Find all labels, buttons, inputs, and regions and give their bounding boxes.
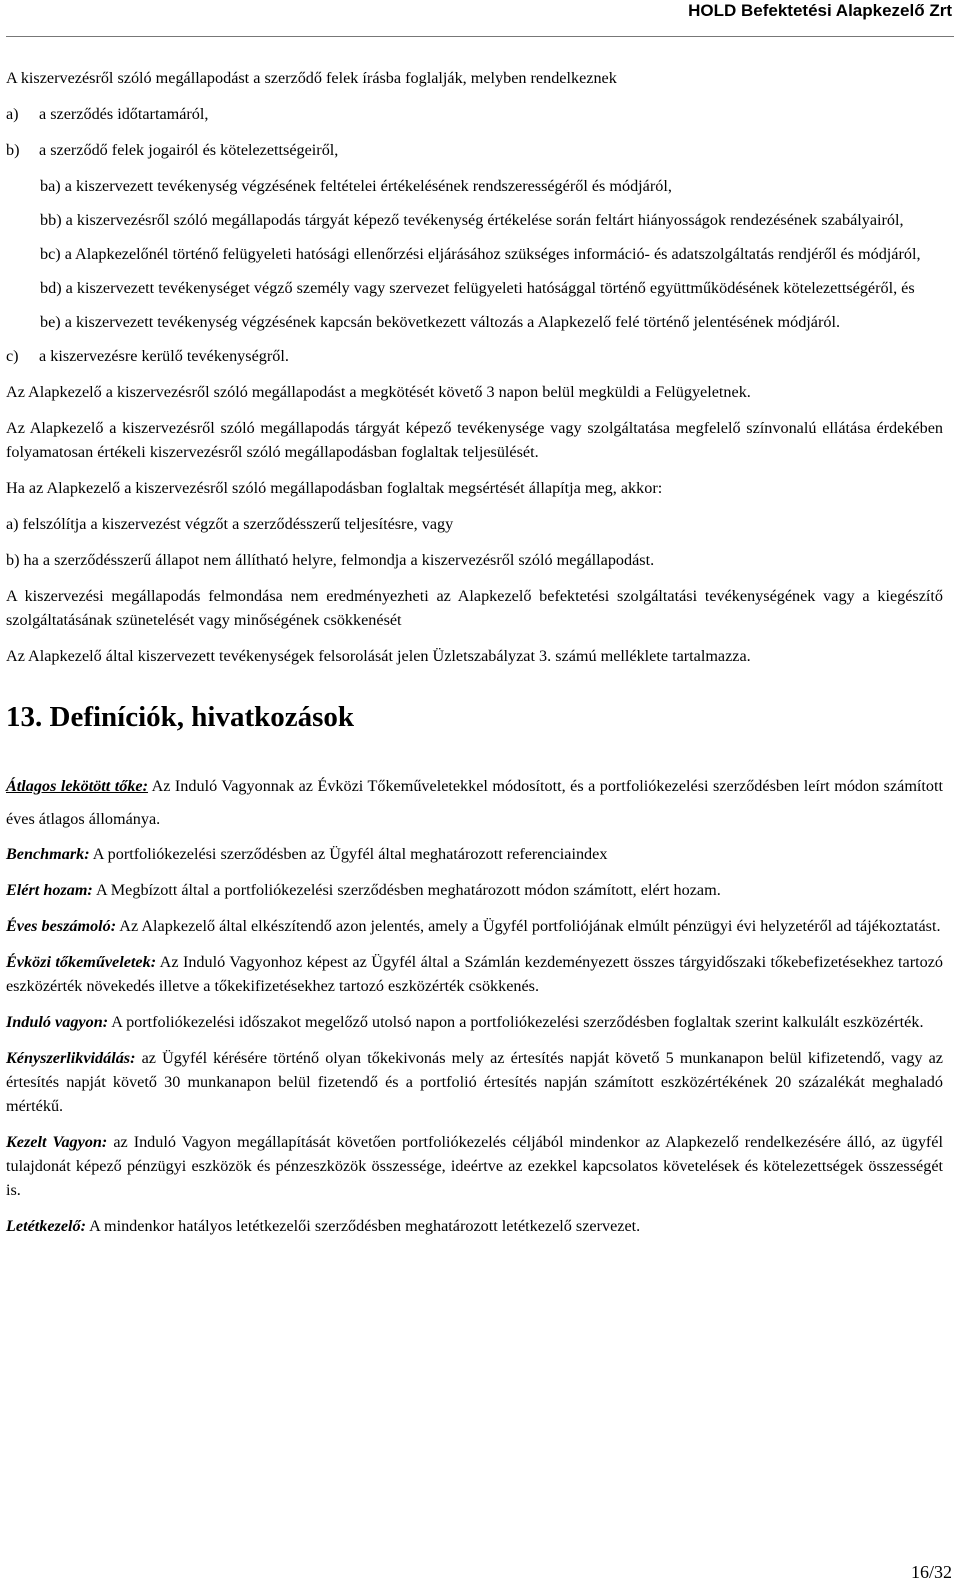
definition-atlagos-lekotott-toke [6,770,943,836]
definition-indulo-vagyon [6,1010,943,1034]
document-body [6,66,943,1250]
subitem-ba: ba) a kiszervezett tevékenység végzésének feltételei értékelésének rendszerességéről és módjáról, [40,177,672,195]
list-marker: b) [6,141,20,159]
subitem-bd: bd) a kiszervezett tevékenységet végző személy vagy szervezet felügyeleti hatósággal történő együttműködésének kötelezettségéről, és [40,279,915,297]
definition-term: Évközi tőkeműveletek: [6,953,157,971]
subitem-bb: bb) a kiszervezésről szóló megállapodás tárgyát képező tevékenység értékelése során feltárt hiányosságok rendezésének szabályairól, [40,211,904,229]
list-text: a szerződés időtartamáról, [39,105,209,123]
page-number: 16/32 [910,1562,952,1582]
list-marker: c) [6,347,19,365]
list-text: a szerződő felek jogairól és kötelezettségeiről, [39,141,339,159]
definition-text: A portfoliókezelési szerződésben az Ügyfél által meghatározott referenciaindex [89,845,608,863]
definition-kezelt-vagyon [6,1130,943,1202]
definition-letetkezelo [6,1214,943,1238]
definition-kenyszerlikvidalas [6,1046,943,1118]
paragraph: Az Alapkezelő által kiszervezett tevékenységek felsorolását jelen Üzletszabályzat 3. számú melléklete tartalmazza. [6,647,751,665]
definition-text: az Induló Vagyon megállapítását követően portfoliókezelés céljából mindenkor az Alapkezelő rendelkezésére álló, az ügyfél tulajdonát képező pénzügyi eszközök és pénzeszközök összessége, ideértve az ezekkel kapcsolatos követelések és kötelezettségek összességét is. [6,1133,943,1199]
paragraph: a) felszólítja a kiszervezést végzőt a szerződésszerű teljesítésre, vagy [6,515,454,533]
subitem-bc: bc) a Alapkezelőnél történő felügyeleti hatósági ellenőrzési eljárásához szükséges információ- és adatszolgáltatás rendjéről és módjáról, [40,245,921,263]
definition-elert-hozam [6,878,943,902]
definition-benchmark [6,842,943,866]
list-text: a kiszervezésre kerülő tevékenységről. [39,347,289,365]
definition-term: Induló vagyon: [6,1013,109,1031]
definition-text: A Megbízott által a portfoliókezelési szerződésben meghatározott módon számított, elért hozam. [92,881,721,899]
header-divider [6,36,954,37]
definition-text: Az Alapkezelő által elkészítendő azon jelentés, amely a Ügyfél portfoliójának elmúlt pénzügyi évi helyzetéről ad tájékoztatást. [116,917,941,935]
paragraph: Az Alapkezelő a kiszervezésről szóló megállapodás tárgyát képező tevékenysége vagy szolgáltatása megfelelő színvonalú ellátása érdekében folyamatosan értékeli kiszervezésről szóló megállapodásban foglaltak teljesülését. [6,419,943,461]
subitem-be: be) a kiszervezett tevékenység végzésének kapcsán bekövetkezett változás a Alapkezelő felé történő jelentésének módjáról. [40,313,841,331]
list-item-c [6,344,943,368]
definition-term: Kényszerlikvidálás: [6,1049,136,1067]
definition-term: Éves beszámoló: [6,917,117,935]
definition-term: Benchmark: [6,845,90,863]
definition-text: az Ügyfél kérésére történő olyan tőkekivonás mely az értesítés napját követő 5 munkanapon belül kifizetendő, vagy az értesítés napját követő 30 munkanapon belül fizetendő és a portfolió értesítés napján számított eszközértékének 20 százalékát meghaladó mértékű. [6,1049,943,1115]
definition-evkozi-tokemuveletek [6,950,943,998]
paragraph: b) ha a szerződésszerű állapot nem állítható helyre, felmondja a kiszervezésről szóló megállapodást. [6,551,655,569]
list-marker: a) [6,105,19,123]
definition-text: A portfoliókezelési időszakot megelőző utolsó napon a portfoliókezelési szerződésben foglaltak szerint kalkulált eszközérték. [108,1013,924,1031]
definition-term: Elért hozam: [6,881,93,899]
paragraph: Ha az Alapkezelő a kiszervezésről szóló megállapodásban foglaltak megsértését állapítja meg, akkor: [6,479,663,497]
definition-text: Az Induló Vagyonhoz képest az Ügyfél által a Számlán kezdeményezett összes tárgyidőszaki tőkebefizetésekhez tartozó eszközérték növekedés illetve a tőkekifizetésekhez tartozó eszközérték csökkenés. [6,953,943,995]
paragraph: A kiszervezési megállapodás felmondása nem eredményezheti az Alapkezelő befektetési szolgáltatási tevékenységének vagy a kiegészítő szolgáltatásának szünetelését vagy minőségének csökkenését [6,587,943,629]
definition-text: Az Induló Vagyonnak az Évközi Tőkeműveletekkel módosított, és a portfoliókezelési szerződésben leírt módon számított éves átlagos állománya. [6,777,944,828]
header-company: HOLD Befektetési Alapkezelő Zrt [688,1,952,20]
definition-term: Letétkezelő: [6,1217,86,1235]
list-item-b [6,138,943,162]
definition-term: Kezelt Vagyon: [6,1133,108,1151]
list-item-a [6,102,943,126]
definition-text: A mindenkor hatályos letétkezelői szerződésben meghatározott letétkezelő szervezet. [86,1217,641,1235]
section-heading: 13. Definíciók, hivatkozások [6,701,355,733]
definition-term: Átlagos lekötött tőke: [6,777,149,795]
definition-eves-beszamolo [6,914,943,938]
intro-paragraph: A kiszervezésről szóló megállapodást a szerződő felek írásba foglalják, melyben rendelkeznek [6,69,617,87]
paragraph: Az Alapkezelő a kiszervezésről szóló megállapodást a megkötését követő 3 napon belül megküldi a Felügyeletnek. [6,383,751,401]
